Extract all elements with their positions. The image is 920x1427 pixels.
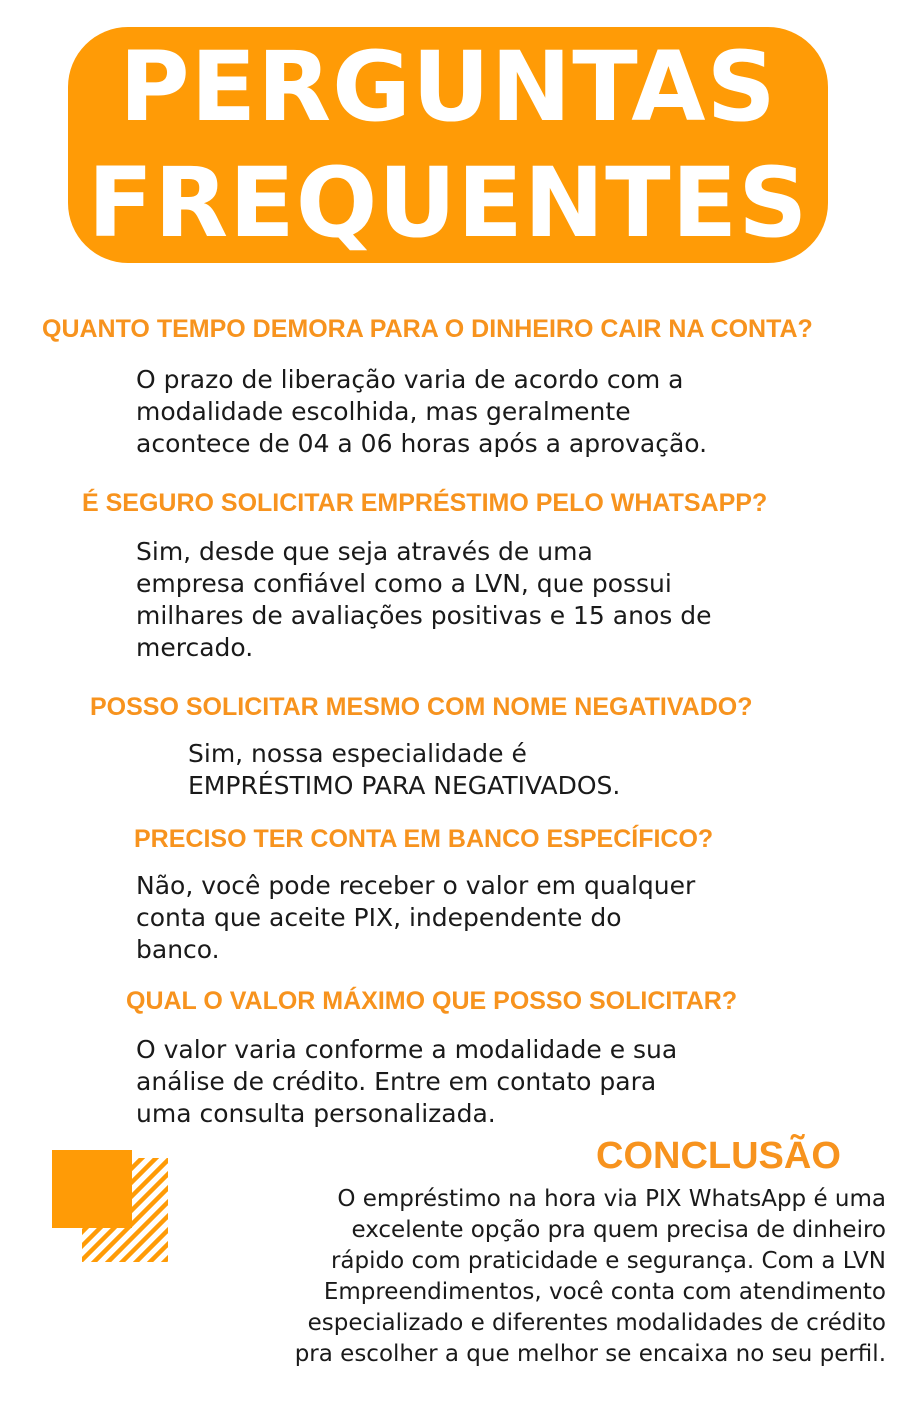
faq-question-3: POSSO SOLICITAR MESMO COM NOME NEGATIVADO? <box>90 693 753 721</box>
faq-answer-3-line-1: Sim, nossa especialidade é <box>188 739 527 768</box>
faq-answer-5 <box>136 1034 677 1130</box>
faq-answer-3-line-2: EMPRÉSTIMO PARA NEGATIVADOS. <box>188 771 621 800</box>
faq-answer-4 <box>136 870 695 966</box>
conclusion-line-6: pra escolher a que melhor se encaixa no seu perfil. <box>294 1341 886 1367</box>
faq-answer-2-line-4: mercado. <box>136 633 254 662</box>
decorative-square-icon <box>52 1150 168 1262</box>
solid-square <box>52 1150 132 1228</box>
faq-answer-5-line-3: uma consulta personalizada. <box>136 1099 496 1128</box>
faq-answer-4-line-3: banco. <box>136 935 220 964</box>
faq-answer-5-line-1: O valor varia conforme a modalidade e sua <box>136 1035 678 1064</box>
faq-answer-1-line-1: O prazo de liberação varia de acordo com a <box>136 365 684 394</box>
faq-answer-2-line-1: Sim, desde que seja através de uma <box>136 537 593 566</box>
conclusion-line-4: Empreendimentos, você conta com atendimento <box>323 1279 886 1305</box>
conclusion-title: CONCLUSÃO <box>596 1135 841 1177</box>
faq-question-1: QUANTO TEMPO DEMORA PARA O DINHEIRO CAIR NA CONTA? <box>42 315 813 343</box>
page-title-line-2: FREQUENTES <box>87 147 809 259</box>
faq-answer-2-line-3: milhares de avaliações positivas e 15 anos de <box>136 601 712 630</box>
faq-question-4: PRECISO TER CONTA EM BANCO ESPECÍFICO? <box>134 825 714 853</box>
conclusion-text <box>226 1184 886 1370</box>
faq-answer-1-line-2: modalidade escolhida, mas geralmente <box>136 397 631 426</box>
conclusion-line-3: rápido com praticidade e segurança. Com a LVN <box>330 1248 886 1274</box>
faq-answer-4-line-2: conta que aceite PIX, independente do <box>136 903 622 932</box>
faq-answer-2 <box>136 536 711 664</box>
faq-answer-1-line-3: acontece de 04 a 06 horas após a aprovação. <box>136 429 708 458</box>
title-banner <box>68 27 828 263</box>
faq-question-2: É SEGURO SOLICITAR EMPRÉSTIMO PELO WHATSAPP? <box>82 489 768 517</box>
faq-answer-1 <box>136 364 707 460</box>
faq-answer-4-line-1: Não, você pode receber o valor em qualquer <box>136 871 696 900</box>
faq-question-5: QUAL O VALOR MÁXIMO QUE POSSO SOLICITAR? <box>126 987 738 1015</box>
conclusion-line-5: especializado e diferentes modalidades de crédito <box>307 1310 886 1336</box>
faq-answer-5-line-2: análise de crédito. Entre em contato para <box>136 1067 657 1096</box>
faq-answer-3 <box>188 738 620 802</box>
conclusion-line-2: excelente opção pra quem precisa de dinheiro <box>351 1217 886 1243</box>
conclusion-line-1: O empréstimo na hora via PIX WhatsApp é uma <box>337 1186 886 1212</box>
page-title-line-1: PERGUNTAS <box>119 31 777 143</box>
faq-answer-2-line-2: empresa confiável como a LVN, que possui <box>136 569 672 598</box>
